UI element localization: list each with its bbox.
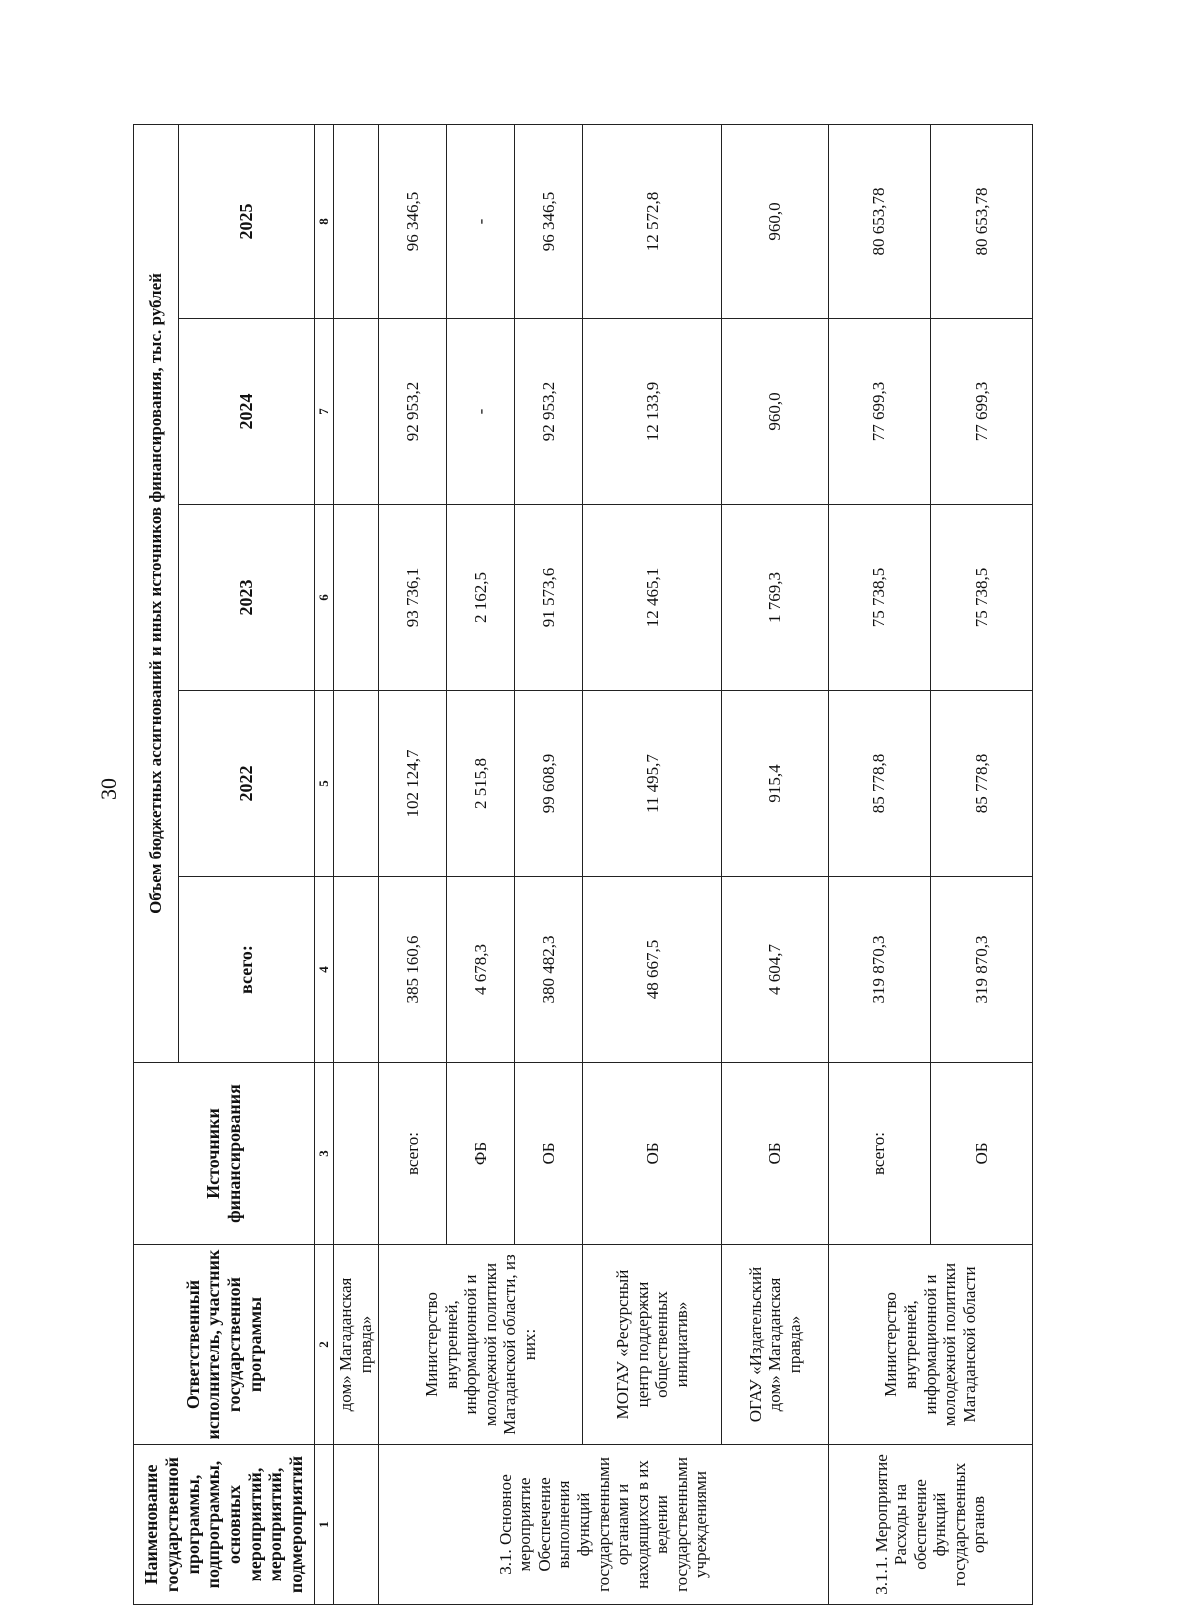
- value-cell: 96 346,5: [379, 124, 447, 318]
- budget-table-rotated: [133, 125, 1033, 1605]
- value-cell: 75 738,5: [930, 505, 1032, 691]
- value-cell: 80 653,78: [828, 124, 930, 318]
- value-cell: 1 769,3: [722, 505, 828, 691]
- source-cell: всего:: [828, 1063, 930, 1245]
- value-cell: 91 573,6: [515, 505, 583, 691]
- page-number: 30: [96, 778, 121, 800]
- table-row: [583, 124, 722, 1604]
- header-responsible: Ответственный исполнитель, участник государственной программы: [134, 1245, 315, 1445]
- col-number: 4: [315, 877, 334, 1063]
- table-row: [379, 124, 447, 1604]
- value-cell: 93 736,1: [379, 505, 447, 691]
- value-cell: 92 953,2: [515, 319, 583, 505]
- value-cell: 4 604,7: [722, 877, 828, 1063]
- value-cell: 99 608,9: [515, 691, 583, 877]
- col-number: 7: [315, 319, 334, 505]
- section-3-1-responsible: Министерство внутренней, информационной и молодежной политики Магаданской области, из них:: [379, 1245, 583, 1445]
- col-number: 6: [315, 505, 334, 691]
- value-cell: 915,4: [722, 691, 828, 877]
- col-number: 8: [315, 124, 334, 318]
- value-cell: -: [447, 124, 515, 318]
- header-2025: 2025: [179, 124, 315, 318]
- value-cell: 319 870,3: [930, 877, 1032, 1063]
- value-cell: 2 162,5: [447, 505, 515, 691]
- value-cell: 77 699,3: [828, 319, 930, 505]
- col-number: 1: [315, 1445, 334, 1605]
- value-cell: 2 515,8: [447, 691, 515, 877]
- value-cell: 80 653,78: [930, 124, 1032, 318]
- value-cell: 102 124,7: [379, 691, 447, 877]
- value-cell: 48 667,5: [583, 877, 722, 1063]
- source-cell: ОБ: [930, 1063, 1032, 1245]
- section-3-1-1-name: 3.1.1. Мероприятие Расходы на обеспечение функций государственных органов: [828, 1445, 1032, 1605]
- section-3-1-name: 3.1. Основное мероприятие Обеспечение выполнения функций государственными органами и находящихся в их ведении государственными учреждениями: [379, 1445, 829, 1605]
- source-cell: ОБ: [722, 1063, 828, 1245]
- continuation-name: [334, 1445, 379, 1605]
- value-cell: 75 738,5: [828, 505, 930, 691]
- value-cell: 960,0: [722, 319, 828, 505]
- value-cell: 12 572,8: [583, 124, 722, 318]
- value-cell: 92 953,2: [379, 319, 447, 505]
- header-source: Источники финансирования: [134, 1063, 315, 1245]
- table-row: [722, 124, 828, 1604]
- table-row: [828, 124, 930, 1604]
- value-cell: 4 678,3: [447, 877, 515, 1063]
- value-cell: 77 699,3: [930, 319, 1032, 505]
- sub-responsible: МОГАУ «Ресурсный центр поддержки общественных инициатив»: [583, 1245, 722, 1445]
- value-cell: -: [447, 319, 515, 505]
- value-cell: 12 465,1: [583, 505, 722, 691]
- value-cell: 380 482,3: [515, 877, 583, 1063]
- value-cell: 385 160,6: [379, 877, 447, 1063]
- header-2022: 2022: [179, 691, 315, 877]
- source-cell: всего:: [379, 1063, 447, 1245]
- section-3-1-1-responsible: Министерство внутренней, информационной и молодежной политики Магаданской области: [828, 1245, 1032, 1445]
- continuation-responsible: дом» Магаданская правда»: [334, 1245, 379, 1445]
- header-total: всего:: [179, 877, 315, 1063]
- col-number: 3: [315, 1063, 334, 1245]
- col-number: 5: [315, 691, 334, 877]
- value-cell: 12 133,9: [583, 319, 722, 505]
- value-cell: 96 346,5: [515, 124, 583, 318]
- col-number: 2: [315, 1245, 334, 1445]
- value-cell: 319 870,3: [828, 877, 930, 1063]
- source-cell: ФБ: [447, 1063, 515, 1245]
- table-row: [334, 124, 379, 1604]
- header-2024: 2024: [179, 319, 315, 505]
- value-cell: 85 778,8: [828, 691, 930, 877]
- header-funding-group: Объем бюджетных ассигнований и иных источников финансирования, тыс. рублей: [134, 124, 179, 1062]
- value-cell: 85 778,8: [930, 691, 1032, 877]
- header-2023: 2023: [179, 505, 315, 691]
- header-name: Наименование государственной программы, подпрограммы, основных мероприятий, мероприятий, подмероприятий: [134, 1445, 315, 1605]
- budget-table: [133, 124, 1033, 1605]
- sub-responsible: ОГАУ «Издательский дом» Магаданская правда»: [722, 1245, 828, 1445]
- value-cell: 11 495,7: [583, 691, 722, 877]
- source-cell: ОБ: [583, 1063, 722, 1245]
- value-cell: 960,0: [722, 124, 828, 318]
- source-cell: ОБ: [515, 1063, 583, 1245]
